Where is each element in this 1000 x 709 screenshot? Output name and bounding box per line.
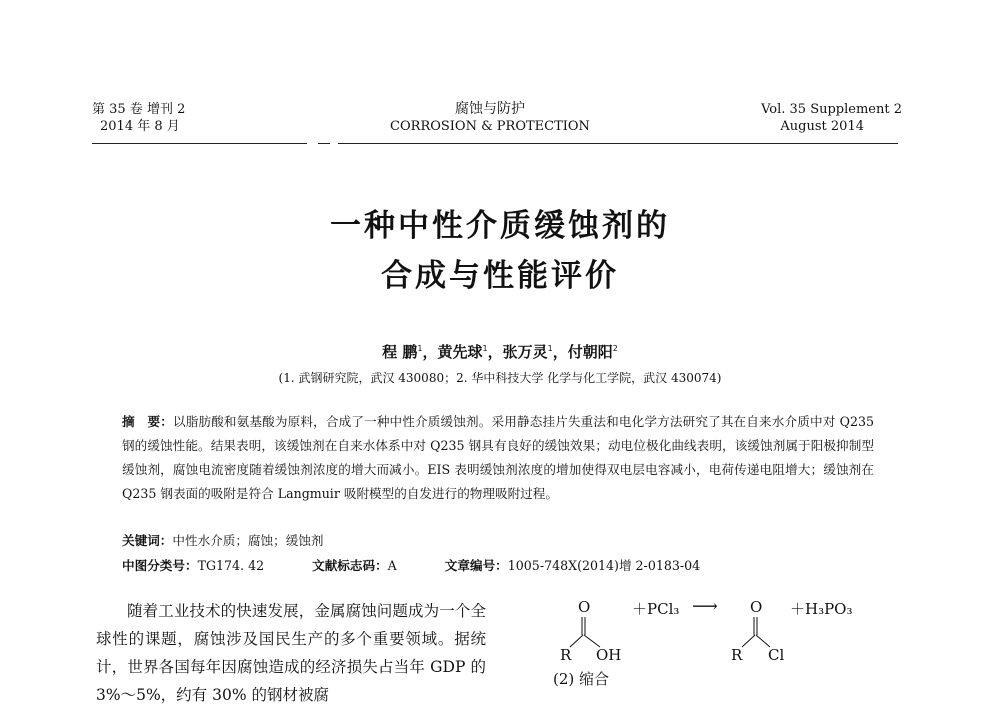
volume-issue: 第 35 卷 增刊 2 [92,102,186,117]
header-rule-dash [318,143,330,144]
paper-title-line-2: 合成与性能评价 [381,258,619,294]
issue-date: 2014 年 8 月 [100,119,180,134]
author-affiliation-mark: 1 [417,344,423,353]
abstract [122,410,874,506]
journal-name [370,101,610,135]
keywords-text: 中性水介质；腐蚀；缓蚀剂 [172,533,324,548]
product-bond-r [742,635,755,647]
author-name: 张万灵 [502,343,548,361]
document-code-value: A [387,558,397,573]
byproduct-h3po3: ＋H₃PO₃ [790,600,853,618]
document-code [312,555,397,574]
keywords-label: 关键词： [122,533,173,548]
classification-row [122,555,882,574]
article-number-value: 1005-748X(2014)增 2-0183-04 [507,558,701,573]
clc-value: TG174. 42 [197,558,265,573]
issue-date-en: August 2014 [780,119,864,134]
reactant-bond-r [570,635,583,647]
author-name: 黄先球 [437,343,483,361]
document-code-label: 文献标志码： [312,558,388,573]
author-affiliation-mark: 1 [547,344,553,353]
reactant-hydroxyl: OH [596,646,622,664]
reactant-oxygen: O [578,598,591,616]
reactant-r-group: R [560,646,572,664]
author-affiliation-mark: 1 [482,344,488,353]
author-list: 程 鹏$^1$，黄先球$^1$，张万灵$^1$，付朝阳$^2$ [382,343,618,361]
clc-label: 中图分类号： [122,558,198,573]
article-number [445,555,700,574]
author-affiliation-mark: 2 [612,344,618,353]
article-number-label: 文章编号： [444,558,508,573]
abstract-text: 以脂肪酸和氨基酸为原料，合成了一种中性介质缓蚀剂。采用静态挂片失重法和电化学方法研究了其在自来水介质中对 Q235 钢的缓蚀性能。结果表明，该缓蚀剂在自来水体系中对 Q235 钢具有良好的缓蚀效果；动电位极化曲线表明，该缓蚀剂属于阳极抑制型缓蚀剂，腐蚀电流密度随着缓蚀剂浓度的增大而减小。EIS 表明缓蚀剂浓度的增加使得双电层电容减小，电荷传递电阻增大；缓蚀剂在 Q235 钢表面的吸附是符合 Langmuir 吸附模型的自发进行的物理吸附过程。 [122,414,874,501]
paper-title-line-1: 一种中性介质缓蚀剂的 [330,208,670,244]
clc-number [122,555,264,574]
header-rule-left [92,143,307,144]
body-column-left [96,597,486,709]
keywords [122,530,324,549]
journal-volume-info-en [712,101,902,135]
volume-supplement: Vol. 35 Supplement 2 [761,102,902,117]
author-name: 程 鹏 [382,343,418,361]
reaction-step-label: (2) 缩合 [553,670,610,688]
journal-name-en: CORROSION & PROTECTION [390,119,590,134]
author-name: 付朝阳 [567,343,613,361]
journal-volume-info [92,101,185,135]
header-rule-right [338,143,898,144]
reaction-arrow: ⟶ [692,596,718,617]
journal-name-cn: 腐蚀与防护 [455,101,525,117]
reagent-pcl3: ＋PCl₃ [632,600,680,618]
body-paragraph: 随着工业技术的快速发展，金属腐蚀问题成为一个全球性的课题，腐蚀涉及国民生产的多个重要领域。据统计，世界各国每年因腐蚀造成的经济损失占当年 GDP 的 3%～5%，约有 30% 的钢材被腐 [96,602,486,704]
product-r-group: R [731,646,743,664]
abstract-label: 摘 要： [122,414,173,429]
product-chloride: Cl [768,646,785,664]
product-oxygen: O [750,598,763,616]
affiliations: (1. 武钢研究院，武汉 430080；2. 华中科技大学 化学与化工学院，武汉 430074) [278,371,722,385]
